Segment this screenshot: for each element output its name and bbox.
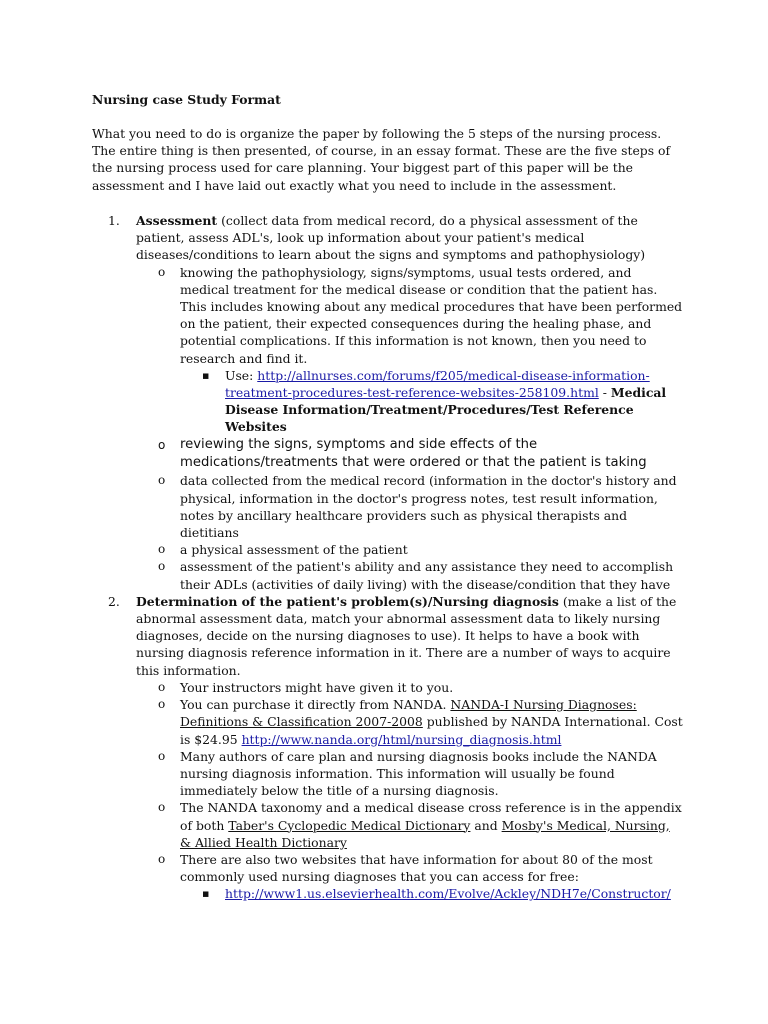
step-heading: Determination of the patient's problem(s)/Nursing diagnosis bbox=[136, 593, 559, 609]
list-item bbox=[108, 541, 684, 558]
list-item bbox=[108, 558, 684, 592]
link-dash: - bbox=[598, 385, 611, 401]
circle-bullet-icon: o bbox=[158, 697, 166, 712]
list-item-text: knowing the pathophysiology, signs/symptoms, usual tests ordered, and medical treatment for the medical disease or condition that the patient has. This includes knowing about any medical procedures that have been performed on the patient, their expected consequences during the healing phase, and potential complications. If this information is not known, then you need to research and find it. bbox=[180, 264, 683, 366]
square-bullet-icon: ▪ bbox=[202, 368, 210, 382]
list-item bbox=[108, 264, 684, 367]
circle-bullet-icon: o bbox=[158, 559, 166, 574]
list-item-text: reviewing the signs, symptoms and side effects of the medications/treatments that were ordered or that the patient is taking bbox=[180, 436, 647, 471]
list-item-text: published by NANDA International. Cost is $24.95 bbox=[180, 714, 683, 747]
document-title: Nursing case Study Format bbox=[92, 92, 281, 107]
circle-bullet-icon: o bbox=[158, 851, 166, 866]
step-number: 2. bbox=[108, 593, 120, 609]
square-bullet-icon: ▪ bbox=[202, 887, 210, 901]
nursing-steps-list bbox=[108, 212, 684, 903]
circle-bullet-icon: o bbox=[158, 437, 166, 452]
sub-list-item bbox=[108, 367, 684, 436]
list-item bbox=[108, 436, 684, 473]
step-description: (make a list of the abnormal assessment data, match your abnormal assessment data to likely nursing diagnoses, decide on the nursing diagnoses to use). It helps to have a book with nursing diagnosis reference information in it. There are a number of ways to acquire this information. bbox=[136, 593, 677, 678]
circle-bullet-icon: o bbox=[158, 800, 166, 815]
list-item bbox=[108, 696, 684, 748]
reference-websites-title: Medical Disease Information/Treatment/Procedures/Test Reference Websites bbox=[225, 385, 667, 435]
step-assessment bbox=[108, 212, 684, 264]
circle-bullet-icon: o bbox=[158, 679, 166, 694]
list-item-text: Your instructors might have given it to you. bbox=[180, 679, 454, 695]
nanda-book-title: NANDA-I Nursing Diagnoses: Definitions & Classification 2007-2008 bbox=[180, 697, 637, 730]
list-item bbox=[108, 748, 684, 800]
step-heading: Assessment bbox=[136, 213, 218, 228]
mosbys-dictionary-title: Mosby's Medical, Nursing, & Allied Health Dictionary bbox=[180, 817, 670, 850]
list-item bbox=[108, 679, 684, 696]
list-item-text: The NANDA taxonomy and a medical disease cross reference is in the appendix of both bbox=[180, 800, 682, 833]
list-item-text: There are also two websites that have information for about 80 of the most commonly used nursing diagnoses that you can access for free: bbox=[180, 851, 653, 885]
circle-bullet-icon: o bbox=[158, 542, 166, 557]
list-item-text: a physical assessment of the patient bbox=[180, 542, 408, 558]
step-number: 1. bbox=[108, 213, 120, 228]
use-label: Use: bbox=[225, 367, 258, 383]
list-item bbox=[108, 851, 684, 885]
tabers-dictionary-title: Taber's Cyclopedic Medical Dictionary bbox=[228, 817, 471, 833]
list-item-text: assessment of the patient's ability and any assistance they need to accomplish their ADLs (activities of daily living) with the disease/condition that they have bbox=[180, 559, 674, 592]
list-item-text: and bbox=[470, 817, 502, 833]
list-item-text: Many authors of care plan and nursing diagnosis books include the NANDA nursing diagnosis information. This information will usually be found immediately below the title of a nursing diagnosis. bbox=[180, 748, 657, 799]
list-item-text: You can purchase it directly from NANDA. bbox=[180, 697, 451, 713]
circle-bullet-icon: o bbox=[158, 473, 166, 488]
circle-bullet-icon: o bbox=[158, 264, 166, 279]
step-nursing-diagnosis bbox=[108, 593, 684, 679]
elsevier-constructor-link[interactable]: http://www1.us.elsevierhealth.com/Evolve/Ackley/NDH7e/Constructor/ bbox=[225, 886, 671, 902]
list-item bbox=[108, 799, 684, 851]
nanda-website-link[interactable]: http://www.nanda.org/html/nursing_diagnosis.html bbox=[241, 731, 562, 747]
step-description: (collect data from medical record, do a physical assessment of the patient, assess ADL's, look up information about your patient's medical diseases/conditions to learn about the signs and symptoms and pathophysiology) bbox=[136, 213, 646, 263]
circle-bullet-icon: o bbox=[158, 748, 166, 763]
sub-list-item bbox=[108, 885, 684, 902]
intro-paragraph: What you need to do is organize the paper by following the 5 steps of the nursing process. The entire thing is then presented, of course, in an essay format. These are the five steps of the nursing process used for care planning. Your biggest part of this paper will be the assessment and I have laid out exactly what you need to include in the assessment. bbox=[92, 126, 671, 193]
list-item-text: data collected from the medical record (information in the doctor's history and physical, information in the doctor's progress notes, test result information, notes by ancillary healthcare providers such as physical therapists and dietitians bbox=[180, 473, 677, 541]
list-item bbox=[108, 472, 684, 541]
allnurses-reference-link[interactable]: http://allnurses.com/forums/f205/medical-disease-information-treatment-procedures-test-reference-websites-258109.html bbox=[225, 367, 650, 401]
